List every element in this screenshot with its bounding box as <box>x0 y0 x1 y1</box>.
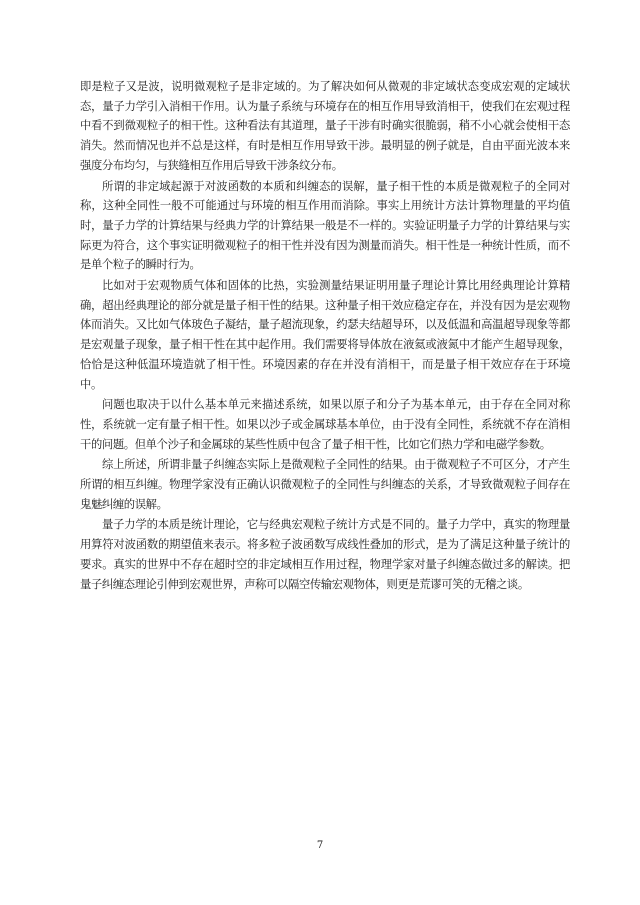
paragraph-4: 问题也取决于以什么基本单元来描述系统，如果以原子和分子为基本单元，由于存在全同对称性，系统就一定有量子相干性。如果以沙子或金属球基本单位，由于没有全同性，系统就不存在消相干的问题。但单个沙子和金属球的某些性质中包含了量子相干性，比如它们热力学和电磁学参数。 <box>80 398 570 451</box>
paragraph-5: 综上所述，所谓非量子纠缠态实际上是微观粒子全同性的结果。由于微观粒子不可区分，才产生所谓的相互纠缠。物理学家没有正确认识微观粒子的全同性与纠缠态的关系，才导致微观粒子间存在鬼魅纠缠的误解。 <box>80 458 570 511</box>
paragraph-1: 即是粒子又是波，说明微观粒子是非定域的。为了解决如何从微观的非定域状态变成宏观的定域状态，量子力学引入消相干作用。认为量子系统与环境存在的相互作用导致消相干，使我们在宏观过程中看不到微观粒子的相干性。这种看法有其道理，量子干涉有时确实很脆弱，稍不小心就会使相干态消失。然而情况也并不总是这样，有时是相互作用导致干涉。最明显的例子就是，自由平面光波本来强度分布均匀，与狭缝相互作用后导致干涉条纹分布。 <box>80 80 570 172</box>
paragraph-3: 比如对于宏观物质气体和固体的比热，实验测量结果证明用量子理论计算比用经典理论计算精确，超出经典理论的部分就是量子相干性的结果。这种量子相干效应稳定存在，并没有因为是宏观物体而消失。又比如气体玻色子凝结，量子超流现象，约瑟夫结超导环，以及低温和高温超导现象等都是宏观量子现象，量子相干性在其中起作用。我们需要将导体放在液氦或液氮中才能产生超导现象，恰恰是这种低温环境造就了相干性。环境因素的存在并没有消相干，而是量子相干效应存在于环境中。 <box>80 279 570 391</box>
document-body <box>80 77 570 595</box>
paragraph-2: 所谓的非定域起源于对波函数的本质和纠缠态的误解，量子相干性的本质是微观粒子的全同对称，这种全同性一般不可能通过与环境的相互作用而消除。事实上用统计方法计算物理量的平均值时，量子力学的计算结果与经典力学的计算结果一般是不一样的。实验证明量子力学的计算结果与实际更为符合，这个事实证明微观粒子的相干性并没有因为测量而消失。相干性是一种统计性质，而不是单个粒子的瞬时行为。 <box>80 179 570 272</box>
paragraph-6: 量子力学的本质是统计理论，它与经典宏观粒子统计方式是不同的。量子力学中，真实的物理量用算符对波函数的期望值来表示。将多粒子波函数写成线性叠加的形式，是为了满足这种量子统计的要求。真实的世界中不存在超时空的非定域相互作用过程，物理学家对量子纠缠态做过多的解读。把量子纠缠态理论引伸到宏观世界，声称可以隔空传输宏观物体，则更是荒谬可笑的无稽之谈。 <box>80 518 570 591</box>
page-number: 7 <box>316 840 324 851</box>
